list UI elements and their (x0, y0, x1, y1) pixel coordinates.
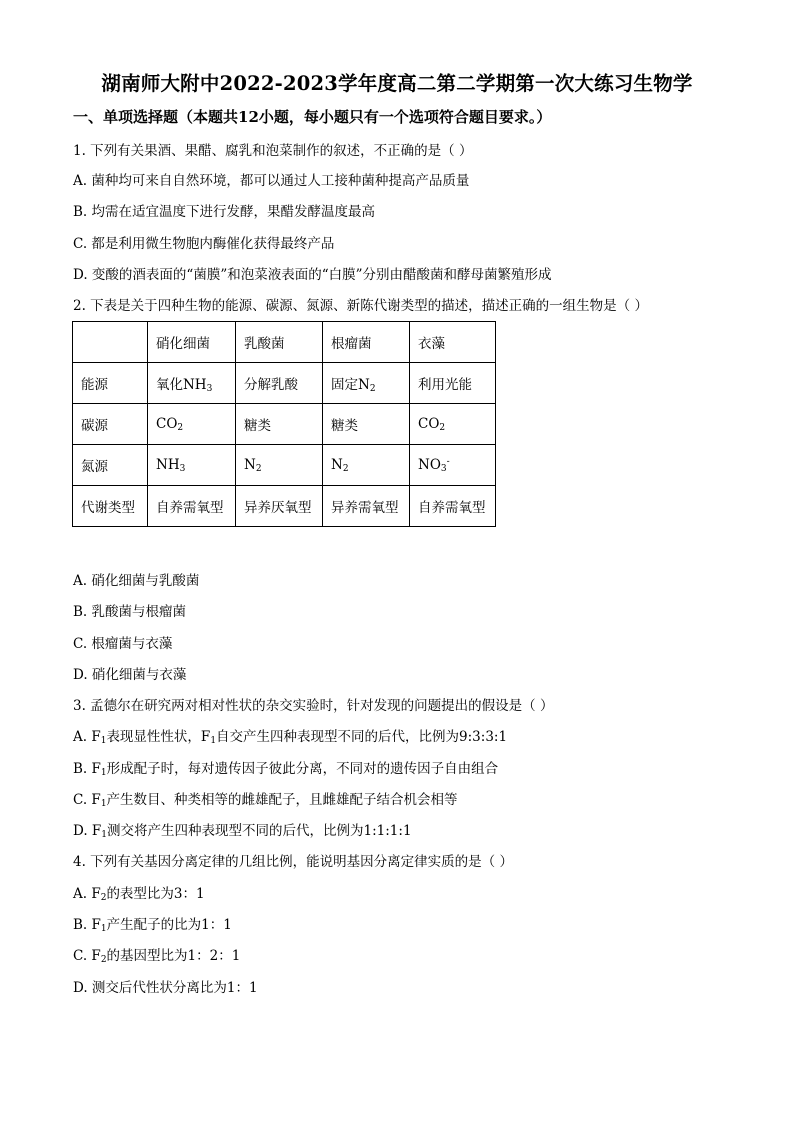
subscript: 2 (100, 893, 107, 903)
q4-option-a (73, 885, 205, 903)
subscript: 3 (179, 464, 186, 474)
q3-stem: 3. 孟德尔在研究两对相对性状的杂交实验时，针对发现的问题提出的假设是（ ） (73, 698, 554, 714)
table-cell (410, 404, 496, 445)
cell-text: CO (156, 416, 178, 432)
subscript: 2 (255, 464, 262, 474)
q3-option-b (73, 760, 498, 778)
table-cell: 根瘤菌 (323, 322, 410, 363)
q1-option-a: A. 菌种均可来自自然环境，都可以通过人工接种菌种提高产品质量 (73, 173, 470, 189)
q2-option-d: D. 硝化细菌与衣藻 (73, 667, 187, 683)
table-cell (323, 363, 410, 404)
table-cell: 自养需氧型 (410, 486, 496, 527)
subscript: 1 (100, 768, 107, 778)
subscript: 1 (101, 830, 108, 840)
q1-stem: 1. 下列有关果酒、果醋、腐乳和泡菜制作的叙述，不正确的是（ ） (73, 143, 473, 159)
text: B. F (73, 917, 101, 933)
table-cell: 乳酸菌 (236, 322, 323, 363)
q2-stem: 2. 下表是关于四种生物的能源、碳源、氮源、新陈代谢类型的描述，描述正确的一组生物是（ ） (73, 298, 648, 314)
table-row-label: 碳源 (73, 404, 148, 445)
table-cell: 分解乳酸 (236, 363, 323, 404)
subscript: 1 (100, 736, 107, 746)
text: 的表型比为3：1 (106, 886, 205, 902)
cell-text: 固定N (331, 377, 370, 393)
table-cell (323, 445, 410, 486)
text: 表现显性性状，F (106, 729, 211, 745)
text: 产生配子的比为1：1 (106, 917, 232, 933)
subscript: 3 (440, 464, 447, 474)
cell-text: CO (418, 416, 440, 432)
table-cell: 衣藻 (410, 322, 496, 363)
table-cell (148, 404, 236, 445)
cell-text: NO (418, 457, 441, 473)
table-cell: 利用光能 (410, 363, 496, 404)
q3-option-c (73, 791, 458, 809)
superscript: - (446, 457, 450, 467)
q1-option-b: B. 均需在适宜温度下进行发酵，果醋发酵温度最高 (73, 204, 376, 220)
table-cell: 糖类 (323, 404, 410, 445)
q3-option-a (73, 728, 507, 746)
text: C. F (73, 792, 101, 808)
q2-option-a: A. 硝化细菌与乳酸菌 (73, 573, 200, 589)
table-cell: 自养需氧型 (148, 486, 236, 527)
section-heading: 一、单项选择题（本题共12小题，每小题只有一个选项符合题目要求。） (73, 108, 552, 126)
text: 测交将产生四种表现型不同的后代，比例为1:1:1:1 (107, 823, 412, 839)
table-row-energy (73, 363, 496, 404)
table-cell (148, 445, 236, 486)
text: D. F (73, 823, 102, 839)
q3-option-d (73, 822, 412, 840)
table-cell (73, 322, 148, 363)
subscript: 2 (100, 955, 107, 965)
table-cell (236, 445, 323, 486)
table-cell: 异养需氧型 (323, 486, 410, 527)
text: 形成配子时，每对遗传因子彼此分离，不同对的遗传因子自由组合 (106, 761, 499, 777)
table-cell: 硝化细菌 (148, 322, 236, 363)
organism-table (72, 321, 496, 527)
table-cell (148, 363, 236, 404)
q4-stem: 4. 下列有关基因分离定律的几组比例，能说明基因分离定律实质的是（ ） (73, 854, 513, 870)
subscript: 2 (439, 423, 446, 433)
subscript: 2 (177, 423, 184, 433)
subscript: 2 (369, 384, 376, 394)
text: C. F (73, 948, 101, 964)
table-row-label: 代谢类型 (73, 486, 148, 527)
table-cell: 异养厌氧型 (236, 486, 323, 527)
text: 自交产生四种表现型不同的后代，比例为9:3:3:1 (216, 729, 508, 745)
q2-option-c: C. 根瘤菌与衣藻 (73, 636, 173, 652)
table-row-label: 氮源 (73, 445, 148, 486)
cell-text: N (331, 457, 343, 473)
table-row-carbon (73, 404, 496, 445)
q1-option-d: D. 变酸的酒表面的“菌膜”和泡菜液表面的“白膜”分别由醋酸菌和酵母菌繁殖形成 (73, 267, 552, 283)
table-row-metabolism (73, 486, 496, 527)
cell-text: N (244, 457, 256, 473)
table-row-nitrogen (73, 445, 496, 486)
text: 产生数目、种类相等的雌雄配子，且雌雄配子结合机会相等 (106, 792, 458, 808)
text: A. F (73, 886, 101, 902)
subscript: 1 (100, 799, 107, 809)
table-row-label: 能源 (73, 363, 148, 404)
text: A. F (73, 729, 101, 745)
cell-text: 氧化NH (156, 377, 207, 393)
table-cell: 糖类 (236, 404, 323, 445)
page-title: 湖南师大附中2022-2023学年度高二第二学期第一次大练习生物学 (101, 72, 693, 95)
q4-option-c (73, 947, 240, 965)
table-cell (410, 445, 496, 486)
subscript: 2 (342, 464, 349, 474)
q1-option-c: C. 都是利用微生物胞内酶催化获得最终产品 (73, 236, 335, 252)
subscript: 3 (206, 384, 213, 394)
text: 的基因型比为1：2：1 (106, 948, 241, 964)
table-header-row (73, 322, 496, 363)
text: B. F (73, 761, 101, 777)
q4-option-d: D. 测交后代性状分离比为1：1 (73, 980, 258, 996)
subscript: 1 (100, 924, 107, 934)
cell-text: NH (156, 457, 180, 473)
q2-option-b: B. 乳酸菌与根瘤菌 (73, 604, 187, 620)
subscript: 1 (210, 736, 217, 746)
q4-option-b (73, 916, 232, 934)
